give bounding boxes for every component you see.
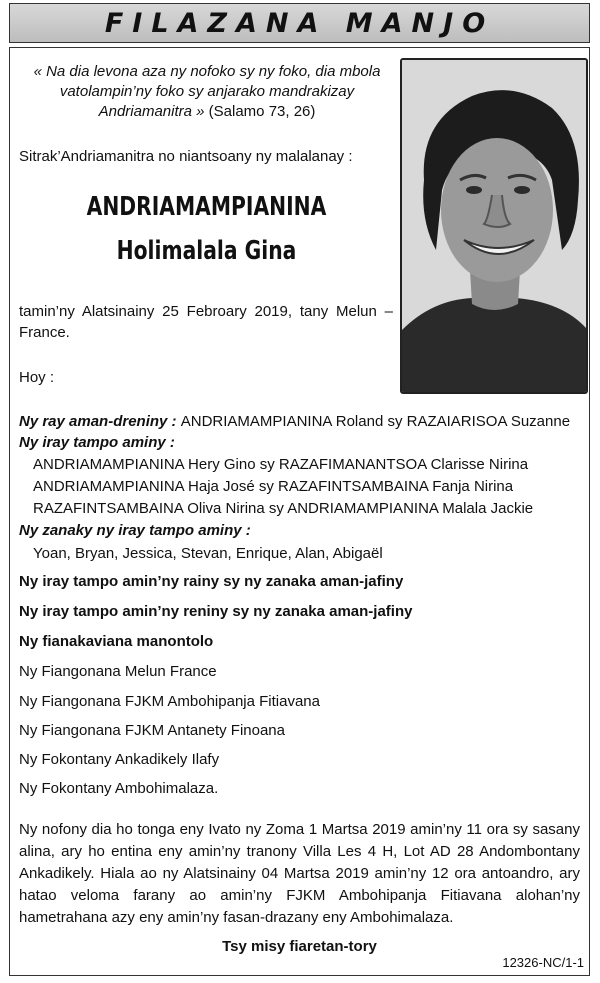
parents-line	[19, 411, 584, 432]
header-title: FILAZANA MANJO	[104, 7, 495, 39]
nieces-sep: :	[241, 522, 251, 539]
nieces-names: Yoan, Bryan, Jessica, Stevan, Enrique, Alan, Abigaël	[33, 545, 383, 562]
verse-line-3	[22, 102, 392, 122]
verse-line-1: « Na dia levona aza ny nofoko sy ny foko, dia mbola	[33, 63, 381, 80]
father-side-line: Ny iray tampo amin’ny rainy sy ny zanaka aman-jafiny	[19, 573, 404, 590]
community-item: Ny Fokontany Ankadikely Ilafy	[19, 751, 220, 768]
deceased-given-names: Holimalala Gina	[116, 236, 297, 266]
community-item: Ny Fiangonana Melun France	[19, 663, 217, 680]
parents-label: Ny ray aman-dreniny	[19, 413, 168, 430]
siblings-label: Ny iray tampo aminy	[19, 434, 166, 451]
hoy-label: Hoy :	[19, 369, 55, 386]
siblings-heading	[19, 432, 175, 453]
deceased-portrait	[400, 58, 588, 394]
sibling-line-1: ANDRIAMAMPIANINA Hery Gino sy RAZAFIMANANTSOA Clarisse Nirina	[33, 456, 529, 473]
community-item: Ny Fokontany Ambohimalaza.	[19, 780, 219, 797]
verse-line-3-text: Andriamanitra »	[98, 103, 205, 120]
relatives-line: Ny fianakaviana manontolo	[19, 633, 214, 650]
closing-line: Tsy misy fiaretan-tory	[222, 938, 377, 955]
intro-text: Sitrak’Andriamanitra no niantsoany ny malalanay :	[19, 148, 353, 165]
community-item: Ny Fiangonana FJKM Antanety Finoana	[19, 722, 285, 739]
deceased-surname: ANDRIAMAMPIANINA	[86, 192, 327, 222]
sibling-line-3: RAZAFINTSAMBAINA Oliva Nirina sy ANDRIAMAMPIANINA Malala Jackie	[33, 500, 534, 517]
death-info: tamin’ny Alatsinainy 25 Febroary 2019, tany Melun – France.	[19, 303, 393, 341]
nieces-heading	[19, 520, 251, 541]
sibling-line-2: ANDRIAMAMPIANINA Haja José sy RAZAFINTSAMBAINA Fanja Nirina	[33, 478, 514, 495]
community-item: Ny Fiangonana FJKM Ambohipanja Fitiavana	[19, 693, 320, 710]
mother-side-line: Ny iray tampo amin’ny reniny sy ny zanaka aman-jafiny	[19, 603, 413, 620]
funeral-details: Ny nofony dia ho tonga eny Ivato ny Zoma 1 Martsa 2019 amin’ny 11 ora sy sasany alina, ary ho entina eny amin’ny tranony Villa Les 4 H, Lot AD 28 Andombontany Ankadikely. Hiala ao ny Alatsinainy 04 Martsa 2019 amin’ny 12 ora antoandro, ary hatao veloma farany ao amin’ny FJKM Ambohipanja Fitiavana alohan’ny hametrahana azy eny amin’ny fasan-drazany eny Ambohimalaza.	[19, 821, 580, 926]
verse-reference: (Salamo 73, 26)	[204, 103, 316, 120]
portrait-image	[402, 60, 586, 392]
verse-line-2: vatolampin’ny foko sy anjarako mandrakizay	[59, 83, 355, 100]
nieces-label: Ny zanaky ny iray tampo aminy	[19, 522, 242, 539]
reference-code: 12326-NC/1-1	[502, 955, 584, 970]
parents-sep: :	[167, 413, 181, 430]
header-banner	[9, 3, 590, 43]
parents-names: ANDRIAMAMPIANINA Roland sy RAZAIARISOA Suzanne	[180, 413, 571, 430]
bible-verse	[22, 62, 392, 122]
siblings-sep: :	[165, 434, 175, 451]
